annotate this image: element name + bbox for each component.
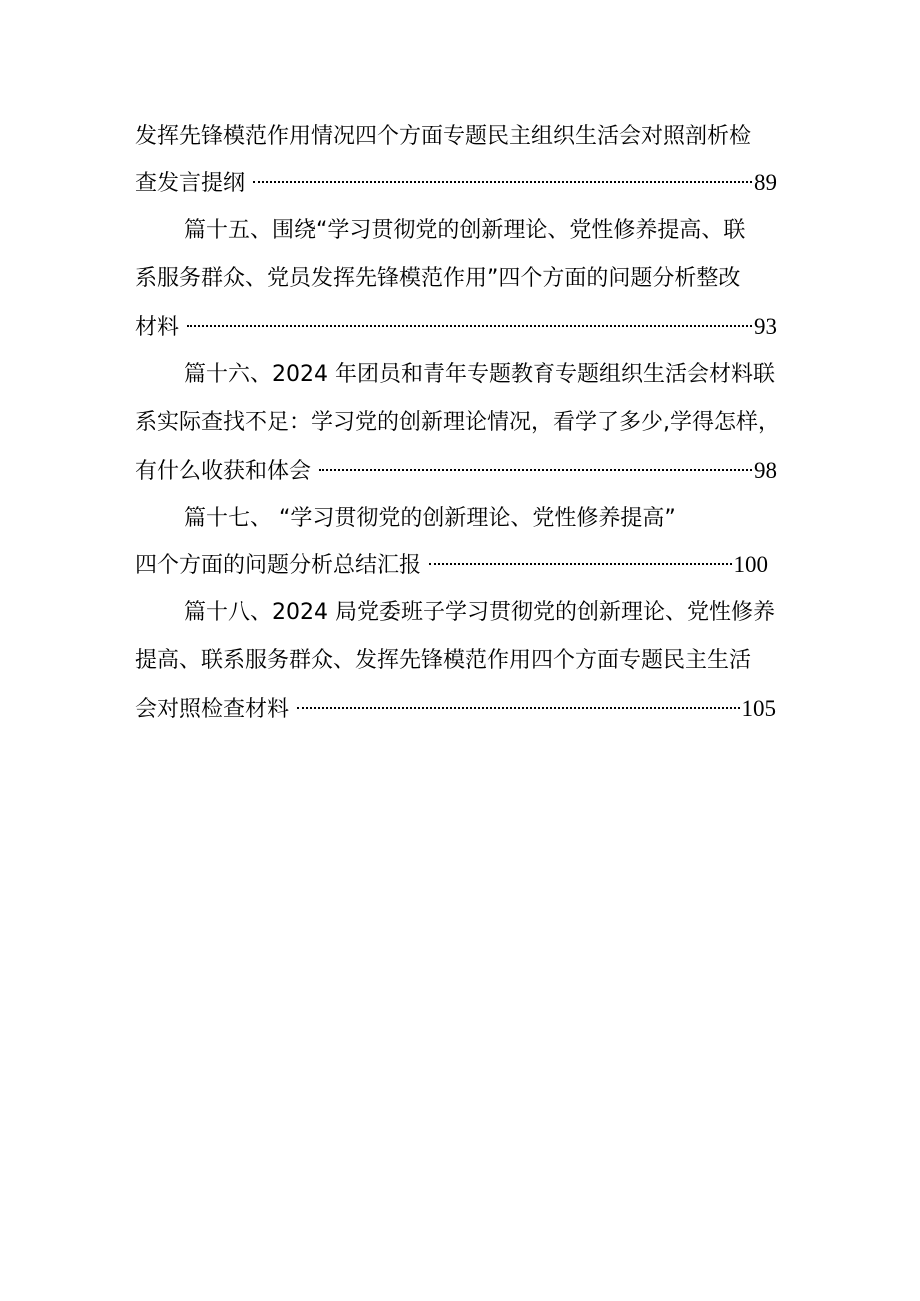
toc-entry-title-end: 有什么收获和体会 [135,459,312,484]
toc-entry-line: 提高、联系服务群众、发挥先锋模范作用四个方面专题民主生活 [135,648,752,673]
toc-entry-title-end: 四个方面的问题分析总结汇报 [135,553,422,578]
dot-leader [297,706,739,709]
toc-page-number: 93 [754,314,777,339]
toc-entry-last-line [135,545,768,585]
dot-leader [319,468,752,471]
toc-entry-last-line [135,689,776,729]
toc-page-number: 105 [741,696,776,721]
toc-page-number: 98 [754,458,777,483]
toc-entry-line: 篇十六、2024 年团员和青年专题教育专题组织生活会材料联 [184,362,775,387]
toc-page-number: 100 [733,552,768,577]
toc-page-number: 89 [754,170,777,195]
toc-entry-line: 篇十八、2024 局党委班子学习贯彻党的创新理论、党性修养 [184,600,775,625]
toc-entry-title-end: 会对照检查材料 [135,697,290,722]
toc-entry-line: 系服务群众、党员发挥先锋模范作用”四个方面的问题分析整改 [135,266,741,291]
toc-entry-title-end: 材料 [135,315,180,340]
dot-leader [187,324,752,327]
toc-entry-last-line [135,451,777,491]
toc-entry-line: 篇十七、 “学习贯彻党的创新理论、党性修养提高” [184,506,676,531]
dot-leader [253,180,752,183]
toc-entry-line: 篇十五、围绕“学习贯彻党的创新理论、党性修养提高、联 [184,218,746,243]
toc-entry-line: 系实际查找不足：学习党的创新理论情况，看学了多少,学得怎样， [135,410,780,435]
toc-entry-title-end: 查发言提纲 [135,171,246,196]
toc-entry-last-line [135,307,777,347]
toc-entry-line: 发挥先锋模范作用情况四个方面专题民主组织生活会对照剖析检 [135,124,752,149]
toc-entry-last-line [135,163,777,203]
dot-leader [429,562,731,565]
